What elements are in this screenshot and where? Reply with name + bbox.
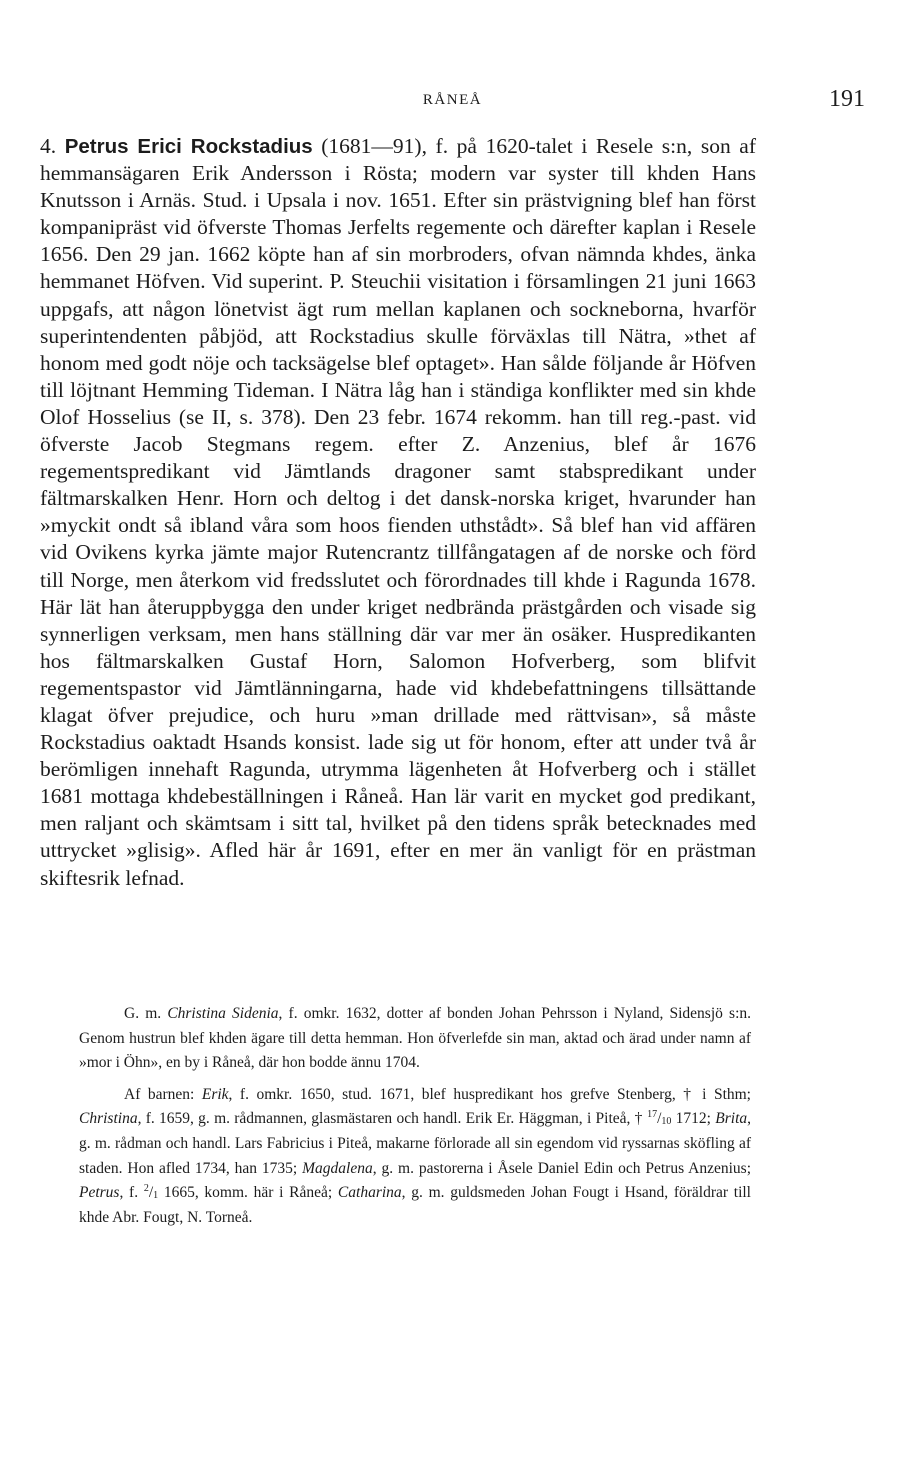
child-text-christina: , f. 1659, g. m. rådmannen, glasmästaren och handl. Erik Er. Häggman, i Piteå, † xyxy=(137,1110,648,1128)
child-name-erik: Erik xyxy=(201,1085,229,1103)
marriage-text: , f. omkr. 1632, dotter af bonden Johan Pehrsson i Nyland, Sidensjö s:n. Genom hustrun blef khden ägare till detta hemman. Hon öfverlefde sin man, aktad och ärad under namn af »mor i Öhn», en by i Råneå, där hon bodde ännu 1704. xyxy=(79,1005,751,1072)
entry-number: 4. xyxy=(40,134,57,158)
child-text-magdalena: , g. m. pastorerna i Åsele Daniel Edin och Petrus Anzenius; xyxy=(372,1159,751,1177)
marriage-prefix: G. m. xyxy=(124,1005,168,1022)
biography-paragraph xyxy=(40,133,756,892)
biography-entry xyxy=(40,133,756,892)
child-text-petrus-a: , f. xyxy=(119,1184,144,1202)
footnotes xyxy=(79,1002,751,1230)
child-text-petrus-b: 1665, komm. här i Råneå; xyxy=(158,1184,338,1202)
running-title: RÅNEÅ xyxy=(422,92,483,108)
entry-name: Petrus Erici Rockstadius xyxy=(64,135,313,158)
birth-month: 1 xyxy=(153,1190,159,1202)
page-header xyxy=(40,86,865,116)
child-text-brita: , g. m. rådman och handl. Lars Fabricius i Piteå, makarne förlorade all sin egendom vid ryssarnas sköfling af staden. Hon afled 1734, han 1735; xyxy=(79,1110,752,1177)
page-number: 191 xyxy=(829,86,865,112)
child-name-petrus: Petrus xyxy=(79,1184,120,1202)
child-name-magdalena: Magdalena xyxy=(302,1159,373,1177)
death-day: 17 xyxy=(647,1109,658,1121)
child-text-catharina: , g. m. guldsmeden Johan Fougt i Hsand, föräldrar till khde Abr. Fougt, N. Torneå. xyxy=(79,1184,751,1226)
death-year: 1712; xyxy=(671,1110,716,1128)
children-note: Af barnen: Erik, f. omkr. 1650, stud. 1671, blef huspredikant hos grefve Stenberg, † i Sthm; Christina, f. 1659, g. m. rådmannen, glasmästaren och handl. Erik Er. Häggman, i Piteå, † $^{17}/_{10}$ 1712; Brita, g. m. rådman och handl. Lars Fabricius i Piteå, makarne förlorade all sin egendom vid ryssarnas sköfling af staden. Hon afled 1734, han 1735; Magdalena, g. m. pastorerna i Åsele Daniel Edin och Petrus Anzenius; Petrus, f. $^2/_1$ 1665, komm. här i Råneå; Catharina, g. m. guldsmeden Johan Fougt i Hsand, föräldrar till khde Abr. Fougt, N. Torneå. xyxy=(79,1085,752,1226)
children-prefix: Af barnen: xyxy=(124,1085,202,1103)
child-name-christina: Christina xyxy=(79,1110,138,1128)
entry-text: (1681—91), f. på 1620-talet i Resele s:n, son af hemmansägaren Erik Andersson i Rösta; modern var syster till khden Hans Knutsson i Arnäs. Stud. i Upsala i nov. 1651. Efter sin prästvigning blef han först kompanipräst vid öfverste Thomas Jerfelts regemente och därefter kaplan i Resele 1656. Den 29 jan. 1662 köpte han af sin morbroders, ofvan nämnda khdes, änka hemmanet Höfven. Vid superint. P. Steuchii visitation i församlingen 21 juni 1663 uppgafs, att någon lönetvist ägt rum mellan kaplanen och sockneborna, hvarför superintendenten påbjöd, att Rockstadius skulle förväxlas till Nätra, »thet af honom med godt nöje och tacksägelse blef optaget». Han sålde följande år Höfven till löjtnant Hemming Tideman. I Nätra låg han i ständiga konflikter med sin khde Olof Hosselius (se II, s. 378). Den 23 febr. 1674 rekomm. han till reg.-past. vid öfverste Jacob Stegmans regem. efter Z. Anzenius, blef år 1676 regementspredikant vid Jämtlands dragoner samt stabspredikant under fältmarskalken Henr. Horn och deltog i det dansk-norska kriget, hvarunder han »myckit ondt så ibland våra som hoos fienden uthstådt». Så blef han vid affären vid Ovikens kyrka jämte major Rutencrantz tillfångatagen af de norske och förd till Norge, men återkom vid fredsslutet och förordnades till khde i Ragunda 1678. Här lät han återuppbygga den under kriget nedbrända prästgården och visade sig synnerligen verksam, men hans ställning där var mer än osäker. Huspredikanten hos fältmarskalken Gustaf Horn, Salomon Hofverberg, som blifvit regementspastor vid Jämtlänningarna, hade vid khdebefattningens tillsättande klagat öfver prejudice, och huru »man drillade med rättvisan», så måste Rockstadius oaktadt Hsands konsist. lade sig ut för honom, efter att under två år berömligen innehaft Ragunda, utrymma lägenheten åt Hofverberg och i stället 1681 mottaga khdebeställningen i Råneå. Han lär varit en mycket god predikant, men raljant och skämtsam i sitt tal, hvilket på den tidens språk betecknades med uttrycket »glisig». Afled här år 1691, efter en mer än vanligt för en prästman skiftesrik lefnad. xyxy=(40,134,756,890)
death-month: 10 xyxy=(661,1116,672,1128)
wife-name: Christina Sidenia xyxy=(167,1005,279,1022)
child-text-erik: , f. omkr. 1650, stud. 1671, blef huspredikant hos grefve Stenberg, † i Sthm; xyxy=(228,1085,751,1103)
marriage-note xyxy=(79,1002,751,1076)
child-name-brita: Brita xyxy=(715,1110,748,1128)
child-name-catharina: Catharina xyxy=(337,1184,402,1202)
birth-day: 2 xyxy=(143,1183,149,1195)
